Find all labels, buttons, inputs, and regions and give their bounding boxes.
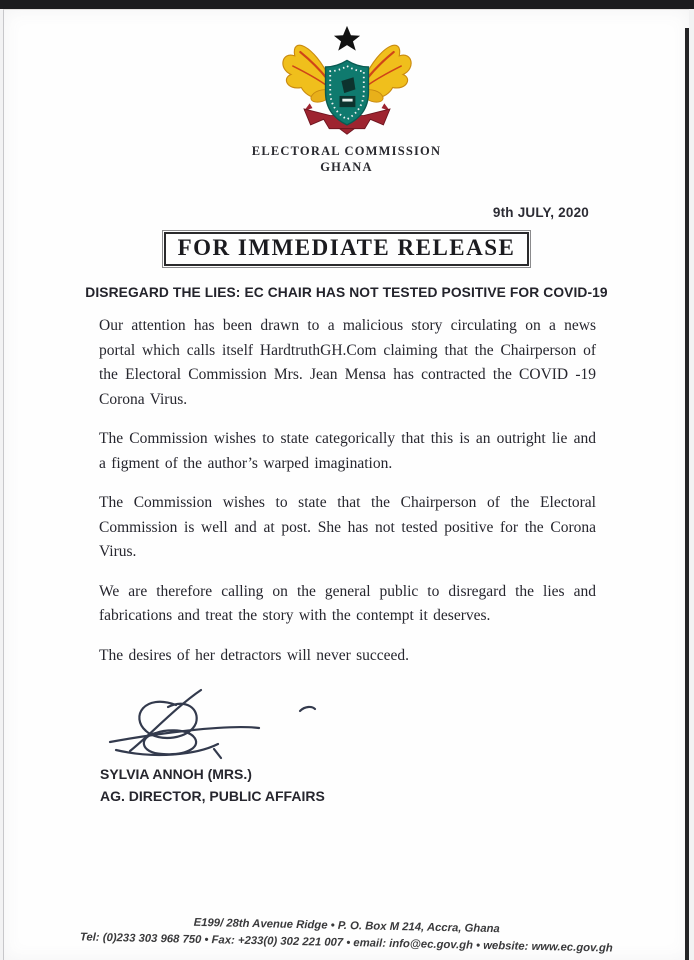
signatory-block bbox=[4, 764, 689, 807]
signatory-name: SYLVIA ANNOH (MRS.) bbox=[100, 766, 252, 783]
photo-right-edge bbox=[685, 28, 689, 960]
paragraph-1: Our attention has been drawn to a malicious story circulating on a news portal which calls itself HardtruthGH.Com claiming that the Chairperson of the Electoral Commission Mrs. Jean Mensa has contracted the COVID -19 Corona Virus. bbox=[99, 317, 596, 408]
signature-area bbox=[4, 683, 689, 770]
organization-name-line2: GHANA bbox=[320, 159, 373, 174]
organization-name-line1: ELECTORAL COMMISSION bbox=[251, 144, 442, 158]
footer-address: E199/ 28th Avenue Ridge • P. O. Box M 214, Accra, Ghana bbox=[193, 916, 500, 936]
signatory-title: AG. DIRECTOR, PUBLIC AFFAIRS bbox=[100, 787, 325, 804]
organization-name bbox=[4, 144, 689, 175]
photo-top-edge bbox=[0, 0, 694, 9]
footer-contact bbox=[4, 911, 690, 959]
logo-container bbox=[4, 10, 689, 175]
subject-line: DISREGARD THE LIES: EC CHAIR HAS NOT TESTED POSITIVE FOR COVID-19 bbox=[85, 285, 608, 301]
document-page bbox=[3, 9, 689, 960]
paragraph-2: The Commission wishes to state categorically that this is an outright lie and a figment of the author’s warped imagination. bbox=[99, 430, 596, 472]
page-content bbox=[4, 10, 689, 960]
ec-ghana-coat-of-arms-icon bbox=[269, 25, 425, 137]
handwritten-signature-icon bbox=[104, 685, 374, 765]
release-banner-row bbox=[4, 232, 689, 266]
paragraph-3: The Commission wishes to state that the Chairperson of the Electoral Commission is well and at post. She has not tested positive for the Corona Virus. bbox=[99, 494, 596, 561]
body-text bbox=[4, 300, 689, 668]
footer-contacts: Tel: (0)233 303 968 750 • Fax: +233(0) 302 221 007 • email: info@ec.gov.gh • website: www.ec.gov.gh bbox=[79, 931, 613, 955]
paragraph-4: We are therefore calling on the general public to disregard the lies and fabrications and treat the story with the contempt it deserves. bbox=[99, 582, 596, 625]
paragraph-5: The desires of her detractors will never succeed. bbox=[99, 646, 410, 664]
release-date: 9th JULY, 2020 bbox=[492, 205, 589, 221]
release-banner: FOR IMMEDIATE RELEASE bbox=[164, 232, 530, 266]
